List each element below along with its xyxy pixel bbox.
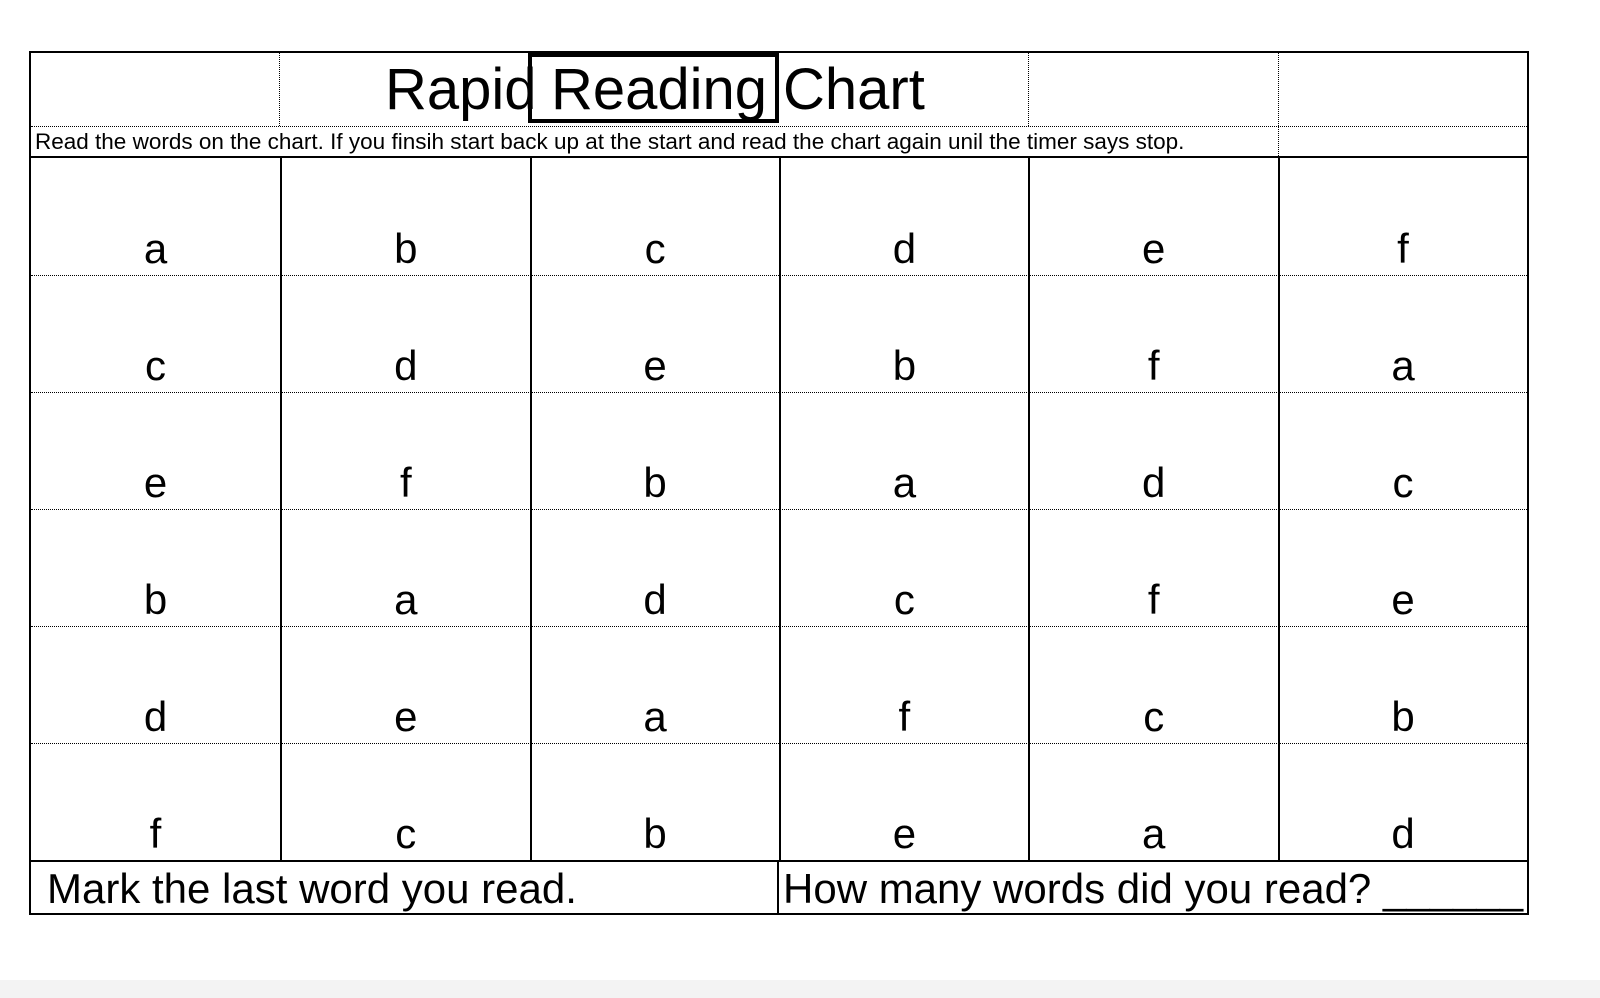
- grid-cell-letter: f: [149, 810, 162, 857]
- grid-cell-letter: d: [394, 342, 418, 389]
- letter-grid: [31, 158, 1527, 860]
- grid-cell-letter: b: [643, 810, 667, 857]
- grid-row: [31, 743, 1527, 862]
- title-word-chart: Chart: [783, 57, 925, 122]
- grid-cell[interactable]: [1278, 626, 1527, 743]
- grid-cell[interactable]: [1028, 743, 1277, 860]
- grid-cell[interactable]: [280, 626, 529, 743]
- grid-cell[interactable]: [280, 275, 529, 392]
- grid-cell[interactable]: [530, 509, 779, 626]
- grid-cell[interactable]: [530, 626, 779, 743]
- grid-row: [31, 626, 1527, 744]
- grid-cell[interactable]: [1278, 158, 1527, 275]
- grid-cell-letter: e: [1391, 576, 1415, 623]
- instructions-row: [31, 126, 1527, 158]
- grid-cell-letter: a: [143, 225, 168, 272]
- grid-cell[interactable]: [31, 392, 280, 509]
- grid-cell[interactable]: [779, 509, 1028, 626]
- grid-cell[interactable]: [779, 626, 1028, 743]
- rapid-reading-chart-sheet: [29, 51, 1529, 915]
- grid-cell-letter: e: [643, 342, 667, 389]
- grid-cell[interactable]: [1028, 392, 1277, 509]
- grid-cell-letter: e: [394, 693, 418, 740]
- grid-cell[interactable]: [1278, 392, 1527, 509]
- grid-cell[interactable]: [31, 158, 280, 275]
- grid-cell-letter: f: [1147, 576, 1160, 623]
- grid-cell[interactable]: [530, 392, 779, 509]
- grid-cell-letter: f: [1147, 342, 1160, 389]
- title-word-rapid: Rapid: [385, 57, 537, 122]
- instructions-text: Read the words on the chart. If you finsih start back up at the start and read the chart again unil the timer says stop.: [35, 129, 1185, 154]
- grid-cell[interactable]: [530, 158, 779, 275]
- grid-cell[interactable]: [31, 275, 280, 392]
- title-row: [31, 53, 1527, 127]
- grid-cell[interactable]: [280, 509, 529, 626]
- grid-cell-letter: b: [394, 225, 418, 272]
- grid-cell-letter: a: [1391, 342, 1415, 389]
- instructions-row-divider: [1278, 126, 1279, 156]
- grid-cell-letter: d: [1142, 459, 1166, 506]
- grid-cell-letter: f: [1397, 225, 1409, 272]
- grid-cell-letter: c: [1392, 459, 1414, 506]
- grid-cell-letter: e: [1142, 225, 1166, 272]
- grid-cell[interactable]: [1028, 158, 1277, 275]
- title-word-reading[interactable]: Reading: [551, 57, 768, 122]
- grid-cell[interactable]: [1028, 626, 1277, 743]
- grid-cell[interactable]: [1028, 275, 1277, 392]
- grid-cell[interactable]: [779, 158, 1028, 275]
- grid-cell-letter: d: [1391, 810, 1415, 857]
- footer-row: [31, 862, 1527, 913]
- grid-cell-letter: d: [143, 693, 168, 740]
- grid-cell-letter: b: [643, 459, 667, 506]
- grid-row: [31, 158, 1527, 276]
- grid-row: [31, 392, 1527, 510]
- grid-cell-letter: a: [892, 459, 917, 506]
- grid-cell-letter: b: [1391, 693, 1415, 740]
- grid-cell-letter: b: [143, 576, 168, 623]
- grid-row: [31, 509, 1527, 627]
- grid-cell[interactable]: [31, 626, 280, 743]
- grid-cell[interactable]: [530, 743, 779, 860]
- grid-cell-letter: c: [1143, 693, 1165, 740]
- grid-cell[interactable]: [280, 743, 529, 860]
- page-title: [31, 57, 1527, 123]
- grid-cell-letter: f: [399, 459, 412, 506]
- grid-cell-letter: e: [143, 459, 168, 506]
- grid-cell[interactable]: [1278, 743, 1527, 860]
- grid-cell[interactable]: [779, 392, 1028, 509]
- grid-cell[interactable]: [1278, 509, 1527, 626]
- words-read-prompt[interactable]: How many words did you read? ______: [783, 865, 1524, 912]
- grid-cell-letter: e: [892, 810, 917, 857]
- grid-row: [31, 275, 1527, 393]
- grid-cell[interactable]: [530, 275, 779, 392]
- window-bottom-strip: [0, 980, 1600, 998]
- grid-cell[interactable]: [1028, 509, 1277, 626]
- grid-cell-letter: b: [892, 342, 917, 389]
- grid-cell-letter: c: [644, 225, 666, 272]
- grid-cell[interactable]: [280, 392, 529, 509]
- footer-divider: [777, 862, 779, 913]
- grid-cell[interactable]: [779, 743, 1028, 860]
- grid-cell[interactable]: [31, 509, 280, 626]
- selected-cell-highlight: [528, 53, 779, 123]
- grid-cell-letter: f: [898, 693, 911, 740]
- grid-cell-letter: d: [892, 225, 917, 272]
- grid-cell-letter: c: [893, 576, 915, 623]
- grid-cell[interactable]: [31, 743, 280, 860]
- grid-cell-letter: a: [394, 576, 418, 623]
- grid-cell[interactable]: [779, 275, 1028, 392]
- grid-cell-letter: a: [1142, 810, 1166, 857]
- grid-cell[interactable]: [1278, 275, 1527, 392]
- mark-last-word-prompt: Mark the last word you read.: [47, 865, 577, 912]
- grid-cell-letter: a: [643, 693, 667, 740]
- grid-cell-letter: d: [643, 576, 667, 623]
- grid-cell-letter: c: [395, 810, 417, 857]
- grid-cell[interactable]: [280, 158, 529, 275]
- grid-cell-letter: c: [145, 342, 166, 389]
